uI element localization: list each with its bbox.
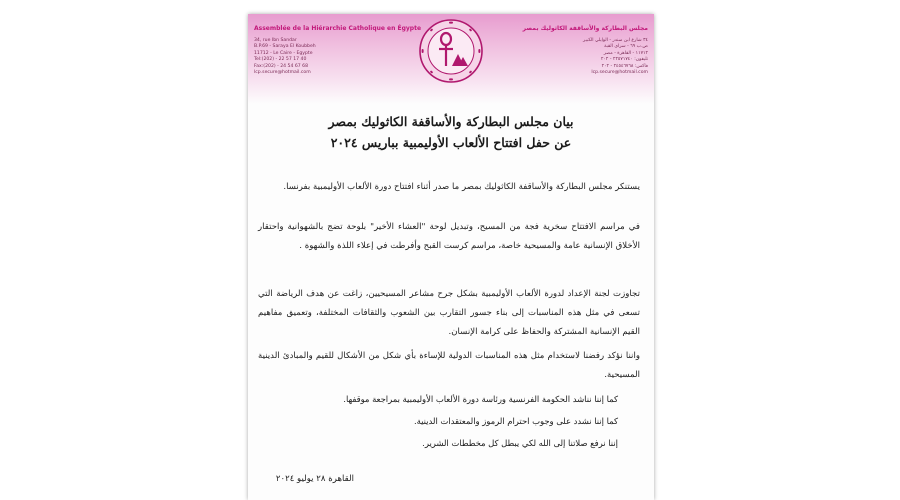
paragraph-1: يستنكر مجلس البطاركة والأساقفة الكاثوليك بمصر ما صدر أثناء افتتاح دورة الألعاب الأوليمبية بفرنسا. bbox=[283, 182, 640, 192]
address-line: B.P.69 - Saraya El Koubbeh bbox=[254, 44, 316, 50]
org-name-arabic: مجلس البطاركة والأساقفة الكاثوليك بمصر bbox=[522, 25, 648, 32]
letter-page bbox=[248, 14, 654, 500]
org-name-french: Assemblée de la Hiérarchie Catholique en Égypte bbox=[254, 25, 422, 32]
address-line: ص.ب ٦٩ - سراي القبة bbox=[604, 44, 648, 50]
address-line: Tel:(202) - 22 57 17 40 bbox=[254, 57, 307, 63]
address-line: تليفون: ٢٢٥٧١٧٤٠ - ٢٠٢ bbox=[601, 57, 648, 63]
address-french bbox=[254, 38, 316, 76]
paragraph-5: كما إننا نناشد الحكومة الفرنسية ورئاسة دورة الألعاب الأوليمبية بمراجعة موقفها. bbox=[343, 394, 618, 404]
paragraph-6: كما إننا نشدد على وجوب احترام الرموز والمعتقدات الدينية. bbox=[413, 416, 618, 426]
address-line: 11712 - Le Caire - Egypte bbox=[254, 50, 313, 56]
assembly-seal-logo bbox=[418, 18, 484, 84]
address-line: فاكس: ٢٤٥٤٦٧٦٨ - ٢٠٢ bbox=[601, 63, 648, 69]
paragraph-4: واننا نؤكد رفضنا لاستخدام مثل هذه المناسبات الدولية للإساءة بأي شكل من الأشكال للقيم والمبادئ الدينية المسيحية. bbox=[258, 351, 640, 380]
address-line: 34, rue Ibn Sandar bbox=[254, 38, 297, 43]
address-line: Fax:(202) - 24 54 67 68 bbox=[254, 63, 308, 69]
statement-title: بيان مجلس البطاركة والأساقفة الكاثوليك بمصر bbox=[328, 114, 574, 129]
paragraph-2: في مراسم الافتتاح سخرية فجة من المسيح، وتبديل لوحة "العشاء الأخير" بلوحة تضج بالشهوانية واحتقار الأخلاق الإنسانية عامة والمسيحية خاصة، مراسم كرست القبح وأفرطت في إعلاء اللذة والشهوة . bbox=[258, 222, 640, 251]
statement-subtitle: عن حفل افتتاح الألعاب الأوليمبية بباريس ٢٠٢٤ bbox=[330, 135, 572, 150]
address-line: ١١٧١٢ - القاهرة - مصر bbox=[603, 50, 648, 56]
address-line: ٣٤ شارع ابن سندر - الوايلي الكبير bbox=[583, 38, 648, 43]
email-line: lcp.secure@hotmail.com bbox=[254, 70, 311, 76]
paragraph-3: تجاوزت لجنة الإعداد لدورة الألعاب الأوليمبية بشكل جرح مشاعر المسيحيين، زاغت عن هدف الرياضة التي تسعى في مثل هذه المناسبات إلى بناء جسور التقارب بين الشعوب والثقافات المختلفة، وتعميق مفاهيم القيم الإنسانية المشتركة والحفاظ على كرامة الإنسان. bbox=[258, 289, 640, 337]
address-arabic bbox=[583, 38, 648, 76]
paragraph-7: إننا نرفع صلاتنا إلى الله لكي يبطل كل مخططات الشرير. bbox=[422, 438, 618, 448]
email-line: lcp.secure@hotmail.com bbox=[591, 70, 648, 76]
date-line: القاهرة ٢٨ يوليو ٢٠٢٤ bbox=[275, 474, 354, 484]
letterhead bbox=[248, 14, 654, 104]
